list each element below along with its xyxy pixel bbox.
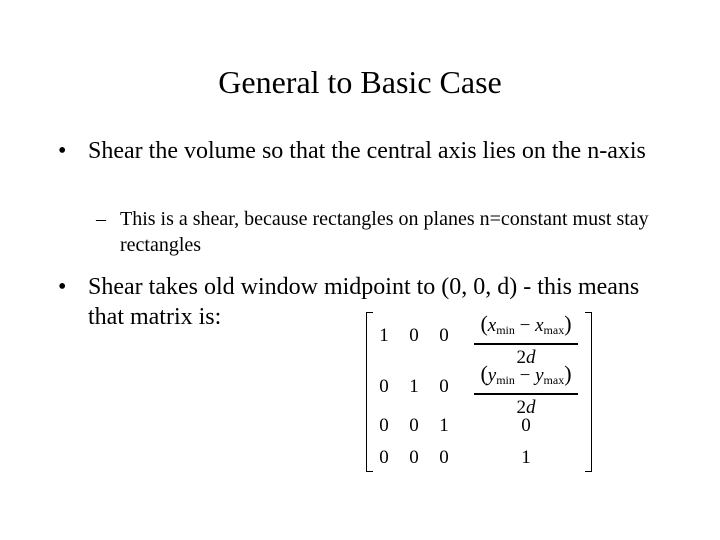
matrix-cell-r4c4: 1 [521, 447, 531, 468]
sub-bullet-mark: – [96, 208, 106, 230]
fraction-bar [474, 393, 578, 395]
matrix-cell-r1c1: 1 [379, 325, 389, 346]
matrix-cell-r3c2: 0 [409, 415, 419, 436]
matrix-cell-r2c3: 0 [439, 376, 449, 397]
fraction-numerator: $(y_{min} - y_{max})$ [480, 361, 572, 387]
bullet-mark: • [58, 138, 67, 164]
matrix-cell-r4c2: 0 [409, 447, 419, 468]
fraction-numerator: $(x_{min} - x_{max})$ [480, 311, 572, 337]
bullet-text: Shear the volume so that the central axis lies on the n-axis [88, 138, 646, 164]
fraction-denominator: 2d [516, 346, 536, 368]
sub-bullet-shear-reason [96, 206, 680, 258]
matrix-left-bracket [366, 312, 373, 472]
matrix-right-bracket [585, 312, 592, 472]
matrix-cell-r1c3: 0 [439, 325, 449, 346]
matrix-cell-r4c3: 0 [439, 447, 449, 468]
matrix-cell-r4c1: 0 [379, 447, 389, 468]
shear-matrix [366, 312, 592, 472]
matrix-cell-r1c2: 0 [409, 325, 419, 346]
fraction-bar [474, 343, 578, 345]
matrix-cell-r2c2: 1 [409, 376, 419, 397]
sub-bullet-text: This is a shear, because rectangles on planes n=constant must stay rectangles [120, 208, 649, 256]
bullet-mark: • [58, 274, 67, 300]
fraction-denominator: 2d [516, 396, 536, 418]
bullet-shear-volume [58, 136, 648, 166]
matrix-cell-r3c4: 0 [521, 415, 531, 436]
matrix-cell-r3c1: 0 [379, 415, 389, 436]
slide-title: General to Basic Case [218, 64, 502, 100]
matrix-cell-r3c3: 1 [439, 415, 449, 436]
matrix-cell-r2c4 [470, 362, 582, 419]
matrix-cell-r2c1: 0 [379, 376, 389, 397]
bullet-text: Shear takes old window midpoint to (0, 0, d) - this means that matrix is: [88, 274, 640, 330]
